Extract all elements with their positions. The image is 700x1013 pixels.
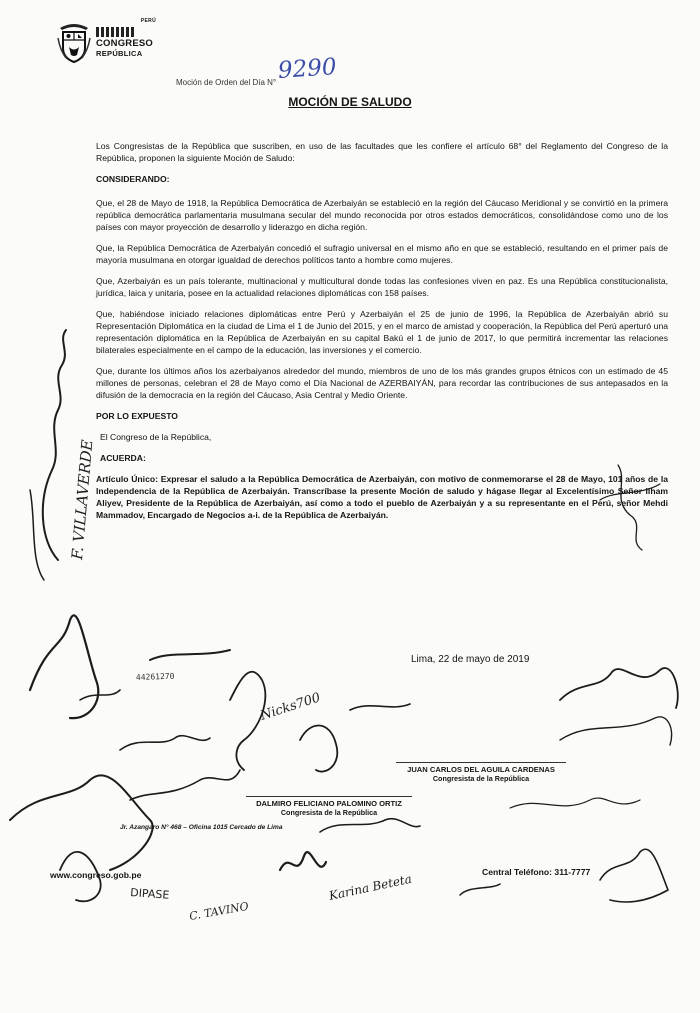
logo-top-text: PERÚ	[140, 18, 156, 24]
logo-name-line-2: REPÚBLICA	[96, 49, 143, 58]
margin-signature	[30, 330, 96, 580]
congress-logo	[96, 18, 156, 58]
intro-paragraph: Los Congresistas de la República que suscriben, en uso de las facultades que les confiere el artículo 68° del Reglamento del Congreso de la República, proponen la siguiente Moción de Saludo:	[96, 141, 668, 163]
paragraph-1: Que, el 28 de Mayo de 1918, la República Democrática de Azerbaiyán se estableció en la región del Cáucaso Meridional y se convirtió en la primera república democrática parlamentaria musulmana secular del mundo reconocida por otros estados democráticos, consolidándose como uno de los países con mayor proyección de desarrollo y liderazgo en dicha región.	[96, 198, 668, 232]
signatory-role: Congresista de la República	[280, 808, 378, 817]
peru-coat-of-arms-icon	[56, 20, 92, 64]
acuerda-heading: ACUERDA:	[100, 453, 146, 463]
paragraph-4: Que, habiéndose iniciado relaciones diplomáticas entre Perú y Azerbaiyán el 25 de junio de 1996, la República de Azerbaiyán abrió su Representación Diplomática en la ciudad de Lima el 1 de Junio del 2015, y en el marco de amistad y cooperación, la República del Perú aperturó una representación diplomática en la República de Azerbaiyán en su capital Bakú el 1 de junio de 2017, lo que permitirá incrementar las relaciones bilaterales especialmente en el campo de la educación, las inversiones y el comercio.	[96, 309, 668, 355]
signature-block-palomino	[246, 796, 412, 817]
paragraph-2: Que, la República Democrática de Azerbaiyán concedió el sufragio universal en el mismo año en que se estableció, resultando en el primer país de mayoría musulmana en otorgar igualdad de derechos políticos tanto a hombre como mujeres.	[96, 243, 668, 265]
document-title: MOCIÓN DE SALUDO	[288, 95, 412, 109]
por-lo-expuesto-heading: POR LO EXPUESTO	[96, 411, 178, 421]
footer-website[interactable]: www.congreso.gob.pe	[50, 870, 142, 880]
signatory-role: Congresista de la República	[432, 774, 530, 783]
logo-pillars-icon	[96, 27, 156, 37]
document-body	[96, 140, 668, 530]
signatory-name: DALMIRO FELICIANO PALOMINO ORTIZ	[256, 799, 402, 808]
logo-name-line-1: CONGRESO	[96, 38, 154, 49]
footer-address: Jr. Azangaro N° 468 – Oficina 1015 Cercado de Lima	[120, 824, 283, 831]
handwriting-number: 44261270	[135, 671, 175, 682]
order-number: 9290	[277, 53, 338, 85]
signatory-name: JUAN CARLOS DEL AGUILA CARDENAS	[407, 765, 555, 774]
handwriting-mid: Nicks700	[258, 690, 323, 724]
congress-line: El Congreso de la República,	[100, 432, 212, 442]
considerando-heading: CONSIDERANDO:	[96, 174, 170, 184]
signature-block-aguila	[396, 762, 566, 783]
article-unico: Artículo Único: Expresar el saludo a la República Democrática de Azerbaiyán, con motivo de conmemorarse el 28 de Mayo, 101 años de la Independencia de la República de Azerbaiyán. Transcríbase la presente Moción de saludo y hágase llegar al Excelentísimo Señor Ilham Aliyev, Presidente de la República de Azerbaiyán, así como a todo el pueblo de Azerbaiyán y a su representante en el Perú, señor Mehdi Mammadov, Encargado de Negocios a-i. de la República de Azerbaiyán.	[96, 474, 668, 520]
paragraph-5: Que, durante los últimos años los azerbaiyanos alrededor del mundo, miembros de uno de los más grandes grupos étnicos con un estimado de 45 millones de personas, celebran el 28 de Mayo como el Día Nacional de AZERBAIYÁN, para recordar las contribuciones de sus antepasados en la difusión de la democracia en la región del Cáucaso, Asia Central y Medio Oriente.	[96, 366, 668, 400]
paragraph-3: Que, Azerbaiyán es un país tolerante, multinacional y multicultural donde todas las confesiones viven en paz. Es una República constitucionalista, jurídica, laica y unitaria, posee en la actualidad relaciones diplomáticas con 158 países.	[96, 276, 668, 298]
margin-signature-text: F. VILLAVERDE	[68, 438, 97, 561]
handwriting-dipase: DIPASE	[129, 886, 170, 902]
handwriting-tavino: C. TAVINO	[188, 899, 250, 923]
footer-phone: Central Teléfono: 311-7777	[482, 867, 591, 877]
handwriting-karina: Karina Beteta	[327, 871, 414, 903]
document-date: Lima, 22 de mayo de 2019	[411, 654, 530, 665]
order-label: Moción de Orden del Día N°	[176, 78, 277, 87]
